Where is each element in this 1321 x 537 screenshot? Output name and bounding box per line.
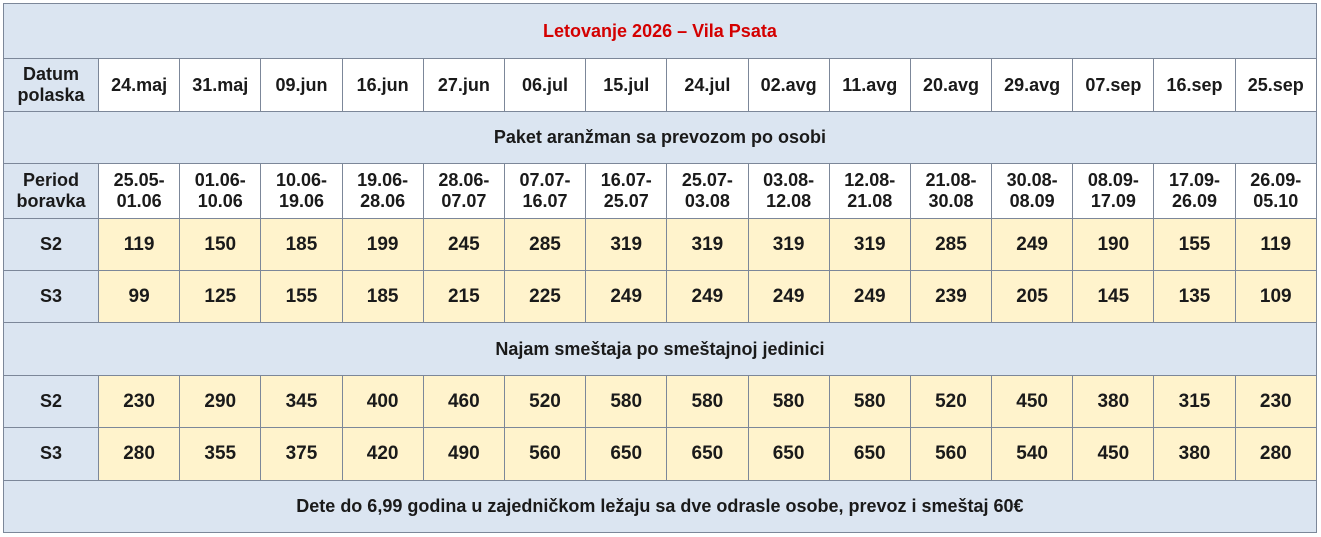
price-cell: 460 bbox=[423, 375, 504, 427]
departure-date-cell: 16.jun bbox=[342, 59, 423, 111]
departure-date-cell: 02.avg bbox=[748, 59, 829, 111]
price-cell: 420 bbox=[342, 428, 423, 480]
departure-label-line2: polaska bbox=[17, 85, 85, 106]
unit-label: S3 bbox=[4, 428, 99, 480]
stay-period-cell bbox=[1235, 164, 1316, 218]
price-cell: 185 bbox=[342, 270, 423, 322]
departure-date-cell: 15.jul bbox=[586, 59, 667, 111]
rental-section-title: Najam smeštaja po smeštajnoj jedinici bbox=[4, 323, 1317, 375]
stay-period-cell bbox=[667, 164, 748, 218]
stay-period-cell-end: 08.09 bbox=[1009, 190, 1055, 211]
stay-period-cell-end: 16.07 bbox=[522, 190, 568, 211]
departure-date-cell: 31.maj bbox=[180, 59, 261, 111]
stay-period-cell bbox=[180, 164, 261, 218]
price-cell: 245 bbox=[423, 218, 504, 270]
stay-period-cell-end: 10.06 bbox=[197, 190, 243, 211]
price-cell: 450 bbox=[1073, 428, 1154, 480]
price-cell: 239 bbox=[910, 270, 991, 322]
stay-period-cell-start: 12.08- bbox=[844, 169, 896, 190]
stay-period-cell-end: 21.08 bbox=[847, 190, 893, 211]
stay-period-cell-start: 21.08- bbox=[925, 169, 977, 190]
stay-period-cell-end: 07.07 bbox=[441, 190, 487, 211]
stay-period-cell bbox=[829, 164, 910, 218]
price-cell: 249 bbox=[829, 270, 910, 322]
stay-period-cell-end: 05.10 bbox=[1253, 190, 1299, 211]
price-cell: 225 bbox=[504, 270, 585, 322]
stay-period-cell-end: 28.06 bbox=[360, 190, 406, 211]
departure-date-cell: 25.sep bbox=[1235, 59, 1316, 111]
rental-section-row bbox=[4, 323, 1317, 375]
price-cell: 135 bbox=[1154, 270, 1235, 322]
price-cell: 315 bbox=[1154, 375, 1235, 427]
stay-period-cell bbox=[99, 164, 180, 218]
stay-period-cell-end: 17.09 bbox=[1090, 190, 1136, 211]
price-cell: 580 bbox=[829, 375, 910, 427]
price-cell: 99 bbox=[99, 270, 180, 322]
price-cell: 580 bbox=[667, 375, 748, 427]
stay-period-cell-start: 30.08- bbox=[1006, 169, 1058, 190]
price-cell: 249 bbox=[992, 218, 1073, 270]
unit-label: S2 bbox=[4, 218, 99, 270]
stay-period-cell-end: 30.08 bbox=[928, 190, 974, 211]
departure-date-cell: 09.jun bbox=[261, 59, 342, 111]
package-section-row bbox=[4, 111, 1317, 163]
price-cell: 560 bbox=[504, 428, 585, 480]
stay-period-cell bbox=[1154, 164, 1235, 218]
stay-period-cell-end: 19.06 bbox=[278, 190, 324, 211]
price-cell: 230 bbox=[1235, 375, 1316, 427]
rental-price-row-s3 bbox=[4, 428, 1317, 480]
stay-period-cell bbox=[504, 164, 585, 218]
departure-date-cell: 06.jul bbox=[504, 59, 585, 111]
stay-period-cell-start: 26.09- bbox=[1250, 169, 1302, 190]
price-cell: 109 bbox=[1235, 270, 1316, 322]
price-cell: 540 bbox=[992, 428, 1073, 480]
price-cell: 190 bbox=[1073, 218, 1154, 270]
departure-date-cell: 07.sep bbox=[1073, 59, 1154, 111]
departure-date-label bbox=[4, 59, 99, 111]
price-cell: 155 bbox=[261, 270, 342, 322]
price-cell: 650 bbox=[829, 428, 910, 480]
stay-period-cell-start: 19.06- bbox=[357, 169, 409, 190]
stay-period-cell-start: 10.06- bbox=[275, 169, 327, 190]
price-cell: 580 bbox=[586, 375, 667, 427]
departure-date-cell: 16.sep bbox=[1154, 59, 1235, 111]
price-cell: 290 bbox=[180, 375, 261, 427]
price-cell: 520 bbox=[910, 375, 991, 427]
stay-period-cell-end: 12.08 bbox=[766, 190, 812, 211]
price-cell: 380 bbox=[1154, 428, 1235, 480]
price-cell: 319 bbox=[667, 218, 748, 270]
footer-row bbox=[4, 480, 1317, 532]
stay-periods-row bbox=[4, 164, 1317, 218]
price-cell: 400 bbox=[342, 375, 423, 427]
price-cell: 119 bbox=[1235, 218, 1316, 270]
departure-dates-row bbox=[4, 59, 1317, 111]
price-cell: 199 bbox=[342, 218, 423, 270]
price-cell: 355 bbox=[180, 428, 261, 480]
price-cell: 249 bbox=[748, 270, 829, 322]
unit-label: S3 bbox=[4, 270, 99, 322]
price-cell: 280 bbox=[99, 428, 180, 480]
period-label-line1: Period bbox=[22, 169, 79, 190]
stay-period-cell bbox=[261, 164, 342, 218]
price-cell: 650 bbox=[667, 428, 748, 480]
departure-date-cell: 24.maj bbox=[99, 59, 180, 111]
price-cell: 520 bbox=[504, 375, 585, 427]
stay-period-cell bbox=[1073, 164, 1154, 218]
package-price-row-s3 bbox=[4, 270, 1317, 322]
departure-date-cell: 27.jun bbox=[423, 59, 504, 111]
title-row bbox=[4, 4, 1317, 59]
table-title: Letovanje 2026 – Vila Psata bbox=[4, 4, 1317, 59]
price-cell: 319 bbox=[586, 218, 667, 270]
price-cell: 125 bbox=[180, 270, 261, 322]
stay-period-cell bbox=[586, 164, 667, 218]
stay-period-cell-start: 17.09- bbox=[1169, 169, 1221, 190]
stay-period-label bbox=[4, 164, 99, 218]
package-price-row-s2 bbox=[4, 218, 1317, 270]
stay-period-cell bbox=[423, 164, 504, 218]
price-cell: 450 bbox=[992, 375, 1073, 427]
price-cell: 319 bbox=[829, 218, 910, 270]
price-cell: 185 bbox=[261, 218, 342, 270]
price-cell: 319 bbox=[748, 218, 829, 270]
price-cell: 119 bbox=[99, 218, 180, 270]
price-cell: 155 bbox=[1154, 218, 1235, 270]
stay-period-cell-end: 01.06 bbox=[116, 190, 162, 211]
price-cell: 490 bbox=[423, 428, 504, 480]
price-cell: 230 bbox=[99, 375, 180, 427]
price-table bbox=[3, 3, 1317, 533]
departure-date-cell: 29.avg bbox=[992, 59, 1073, 111]
price-cell: 205 bbox=[992, 270, 1073, 322]
stay-period-cell-start: 28.06- bbox=[438, 169, 490, 190]
price-cell: 580 bbox=[748, 375, 829, 427]
price-cell: 150 bbox=[180, 218, 261, 270]
price-cell: 285 bbox=[910, 218, 991, 270]
price-cell: 345 bbox=[261, 375, 342, 427]
price-cell: 650 bbox=[748, 428, 829, 480]
stay-period-cell bbox=[342, 164, 423, 218]
stay-period-cell bbox=[910, 164, 991, 218]
unit-label: S2 bbox=[4, 375, 99, 427]
price-cell: 249 bbox=[667, 270, 748, 322]
price-cell: 285 bbox=[504, 218, 585, 270]
stay-period-cell-start: 07.07- bbox=[519, 169, 571, 190]
stay-period-cell-end: 26.09 bbox=[1172, 190, 1218, 211]
stay-period-cell-end: 25.07 bbox=[603, 190, 649, 211]
price-cell: 280 bbox=[1235, 428, 1316, 480]
price-cell: 215 bbox=[423, 270, 504, 322]
departure-date-cell: 20.avg bbox=[910, 59, 991, 111]
footer-note: Dete do 6,99 godina u zajedničkom ležaju sa dve odrasle osobe, prevoz i smeštaj 60€ bbox=[4, 480, 1317, 532]
stay-period-cell-start: 08.09- bbox=[1087, 169, 1139, 190]
price-cell: 375 bbox=[261, 428, 342, 480]
stay-period-cell bbox=[992, 164, 1073, 218]
stay-period-cell-start: 03.08- bbox=[763, 169, 815, 190]
stay-period-cell-start: 01.06- bbox=[194, 169, 246, 190]
price-cell: 650 bbox=[586, 428, 667, 480]
departure-date-cell: 11.avg bbox=[829, 59, 910, 111]
price-cell: 249 bbox=[586, 270, 667, 322]
rental-price-row-s2 bbox=[4, 375, 1317, 427]
price-cell: 380 bbox=[1073, 375, 1154, 427]
stay-period-cell-start: 25.07- bbox=[681, 169, 733, 190]
departure-date-cell: 24.jul bbox=[667, 59, 748, 111]
price-cell: 560 bbox=[910, 428, 991, 480]
package-section-title: Paket aranžman sa prevozom po osobi bbox=[4, 111, 1317, 163]
stay-period-cell bbox=[748, 164, 829, 218]
departure-label-line1: Datum bbox=[22, 64, 79, 85]
stay-period-cell-end: 03.08 bbox=[684, 190, 730, 211]
price-cell: 145 bbox=[1073, 270, 1154, 322]
stay-period-cell-start: 25.05- bbox=[113, 169, 165, 190]
period-label-line2: boravka bbox=[16, 190, 86, 211]
stay-period-cell-start: 16.07- bbox=[600, 169, 652, 190]
